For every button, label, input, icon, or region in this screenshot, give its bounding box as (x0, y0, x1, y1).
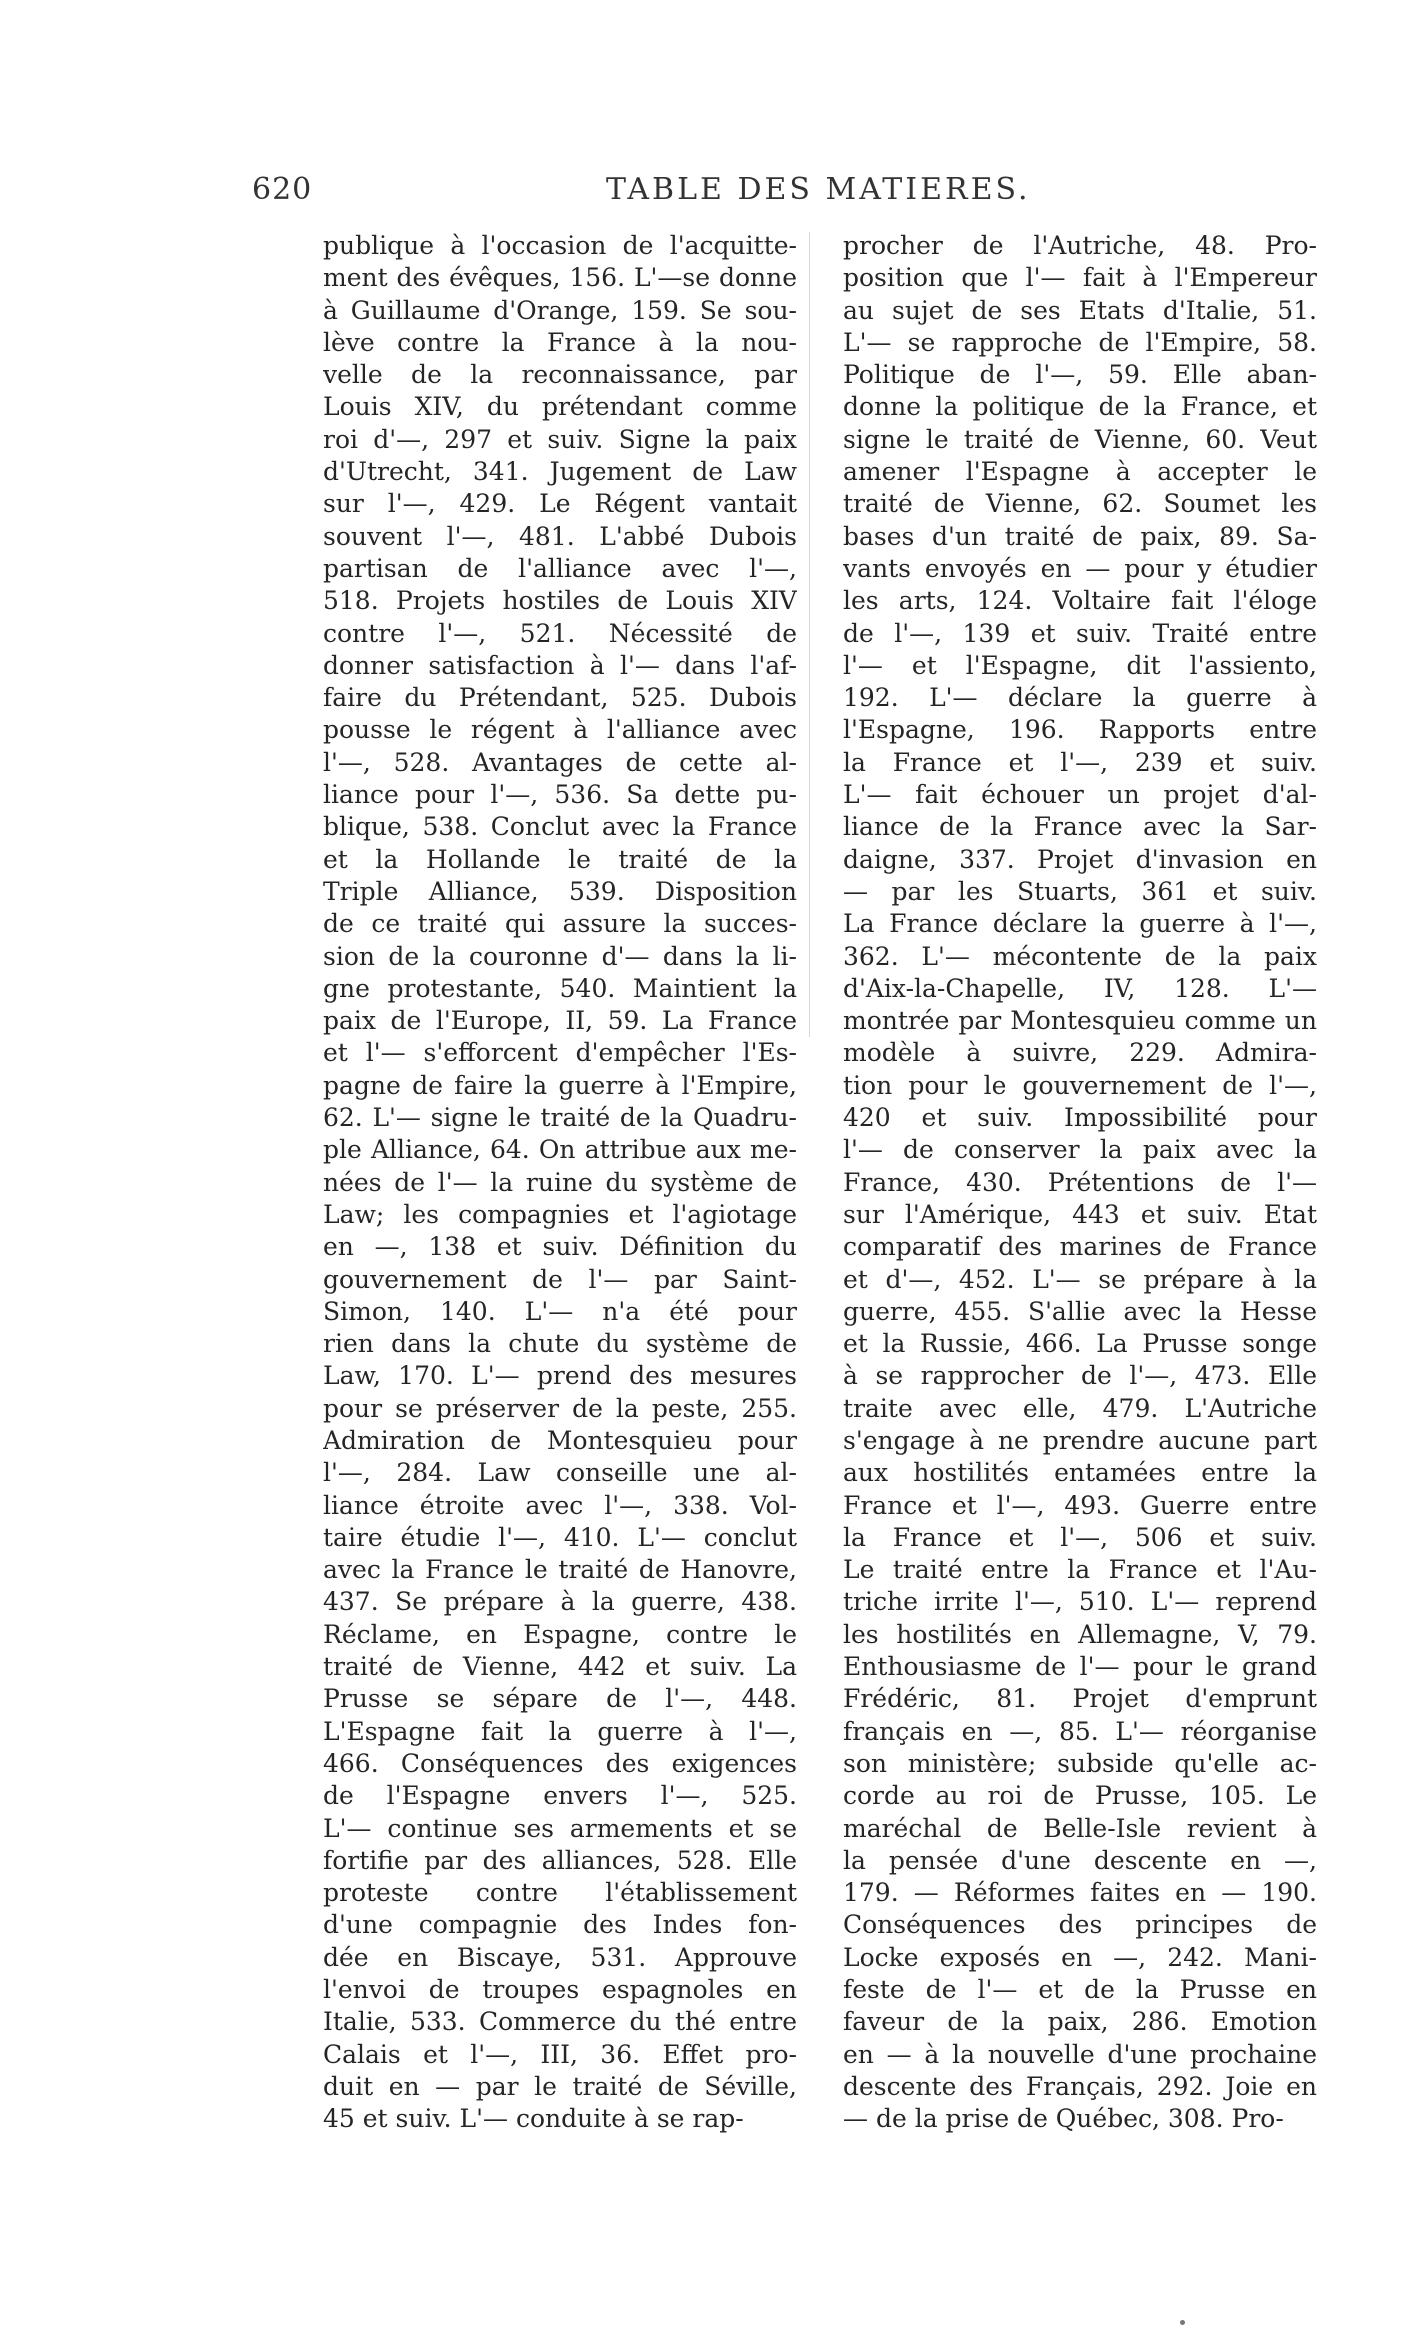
text-line: modèle à suivre, 229. Admira- (843, 1038, 1317, 1068)
text-line: gne protestante, 540. Maintient la (323, 973, 797, 1003)
text-line: amener l'Espagne à accepter le (843, 457, 1317, 487)
text-line: maréchal de Belle-Isle revient à (843, 1813, 1317, 1843)
text-line: en — à la nouvelle d'une prochaine (843, 2039, 1317, 2069)
text-line: au sujet de ses Etats d'Italie, 51. (843, 295, 1317, 325)
text-line: Réclame, en Espagne, contre le (323, 1619, 797, 1649)
text-line: liance pour l'—, 536. Sa dette pu- (323, 780, 797, 810)
text-line: — par les Stuarts, 361 et suiv. (843, 876, 1317, 906)
text-line: 420 et suiv. Impossibilité pour (843, 1103, 1317, 1133)
text-line: donne la politique de la France, et (843, 392, 1317, 422)
text-line: Calais et l'—, III, 36. Effet pro- (323, 2039, 797, 2069)
text-line: Conséquences des principes de (843, 1910, 1317, 1940)
text-line: position que l'— fait à l'Empereur (843, 263, 1317, 293)
text-line: 362. L'— mécontente de la paix (843, 941, 1317, 971)
text-line: L'Espagne fait la guerre à l'—, (323, 1716, 797, 1746)
print-speck (1180, 2320, 1185, 2325)
text-line: 437. Se prépare à la guerre, 438. (323, 1587, 797, 1617)
text-line: triche irrite l'—, 510. L'— reprend (843, 1587, 1317, 1617)
text-line: 466. Conséquences des exigences (323, 1748, 797, 1778)
text-line: français en —, 85. L'— réorganise (843, 1716, 1317, 1746)
text-line: d'Utrecht, 341. Jugement de Law (323, 457, 797, 487)
text-line: L'— fait échouer un projet d'al- (843, 780, 1317, 810)
text-line: guerre, 455. S'allie avec la Hesse (843, 1296, 1317, 1326)
text-line: de ce traité qui assure la succes- (323, 909, 797, 939)
text-line: traite avec elle, 479. L'Autriche (843, 1393, 1317, 1423)
text-line: France et l'—, 493. Guerre entre (843, 1490, 1317, 1520)
text-line: aux hostilités entamées entre la (843, 1458, 1317, 1488)
text-line: Law; les compagnies et l'agiotage (323, 1199, 797, 1229)
text-line: Law, 170. L'— prend des mesures (323, 1361, 797, 1391)
text-line: publique à l'occasion de l'acquitte- (323, 231, 797, 260)
column-divider (809, 232, 810, 1037)
text-line: l'—, 528. Avantages de cette al- (323, 747, 797, 777)
text-line: dée en Biscaye, 531. Approuve (323, 1942, 797, 1972)
text-line: en —, 138 et suiv. Définition du (323, 1232, 797, 1262)
text-line: L'— se rapproche de l'Empire, 58. (843, 327, 1317, 357)
text-line: l'— de conserver la paix avec la (843, 1135, 1317, 1165)
text-line: pour se préserver de la peste, 255. (323, 1393, 797, 1423)
text-line: taire étudie l'—, 410. L'— conclut (323, 1522, 797, 1552)
text-line: comparatif des marines de France (843, 1232, 1317, 1262)
text-line: 518. Projets hostiles de Louis XIV (323, 586, 797, 616)
text-line: les hostilités en Allemagne, V, 79. (843, 1619, 1317, 1649)
text-line: sur l'Amérique, 443 et suiv. Etat (843, 1199, 1317, 1229)
text-line: s'engage à ne prendre aucune part (843, 1425, 1317, 1455)
text-line: la France et l'—, 506 et suiv. (843, 1522, 1317, 1552)
text-line: Locke exposés en —, 242. Mani- (843, 1942, 1317, 1972)
text-line: fortifie par des alliances, 528. Elle (323, 1845, 797, 1875)
text-line: La France déclare la guerre à l'—, (843, 909, 1317, 939)
text-line: roi d'—, 297 et suiv. Signe la paix (323, 424, 797, 454)
text-line: d'Aix-la-Chapelle, IV, 128. L'— (843, 973, 1317, 1003)
text-line: Triple Alliance, 539. Disposition (323, 876, 797, 906)
text-line: de l'Espagne envers l'—, 525. (323, 1781, 797, 1811)
text-line: avec la France le traité de Hanovre, (323, 1555, 797, 1585)
text-line: Prusse se sépare de l'—, 448. (323, 1684, 797, 1714)
text-line: à se rapprocher de l'—, 473. Elle (843, 1361, 1317, 1391)
text-line: traité de Vienne, 62. Soumet les (843, 489, 1317, 519)
text-line: liance de la France avec la Sar- (843, 812, 1317, 842)
text-line: l'envoi de troupes espagnoles en (323, 1975, 797, 2005)
text-line: et l'— s'efforcent d'empêcher l'Es- (323, 1038, 797, 1068)
text-line: et la Hollande le traité de la (323, 844, 797, 874)
text-line: l'— et l'Espagne, dit l'assiento, (843, 650, 1317, 680)
text-line: duit en — par le traité de Séville, (323, 2071, 797, 2101)
text-line: lève contre la France à la nou- (323, 327, 797, 357)
text-line: feste de l'— et de la Prusse en (843, 1975, 1317, 2005)
right-text-column (843, 230, 1317, 2136)
text-line: les arts, 124. Voltaire fait l'éloge (843, 586, 1317, 616)
text-line: liance étroite avec l'—, 338. Vol- (323, 1490, 797, 1520)
text-line: à Guillaume d'Orange, 159. Se sou- (323, 295, 797, 325)
text-line: ple Alliance, 64. On attribue aux me- (323, 1135, 797, 1165)
text-line: France, 430. Prétentions de l'— (843, 1167, 1317, 1197)
text-line: bases d'un traité de paix, 89. Sa- (843, 521, 1317, 551)
text-line: l'Espagne, 196. Rapports entre (843, 715, 1317, 745)
text-line: faveur de la paix, 286. Emotion (843, 2007, 1317, 2037)
text-line: la France et l'—, 239 et suiv. (843, 747, 1317, 777)
text-line: velle de la reconnaissance, par (323, 360, 797, 390)
text-line: Louis XIV, du prétendant comme (323, 392, 797, 422)
text-line: 179. — Réformes faites en — 190. (843, 1878, 1317, 1908)
text-line: procher de l'Autriche, 48. Pro- (843, 231, 1317, 260)
text-line: — de la prise de Québec, 308. Pro- (843, 2104, 1284, 2134)
text-line: de l'—, 139 et suiv. Traité entre (843, 618, 1317, 648)
text-line: tion pour le gouvernement de l'—, (843, 1070, 1317, 1100)
text-line: Admiration de Montesquieu pour (323, 1425, 797, 1455)
text-line: descente des Français, 292. Joie en (843, 2071, 1317, 2101)
text-line: sion de la couronne d'— dans la li- (323, 941, 797, 971)
text-line: et d'—, 452. L'— se prépare à la (843, 1264, 1317, 1294)
text-line: faire du Prétendant, 525. Dubois (323, 683, 797, 713)
text-line: l'—, 284. Law conseille une al- (323, 1458, 797, 1488)
text-line: souvent l'—, 481. L'abbé Dubois (323, 521, 797, 551)
text-line: et la Russie, 466. La Prusse songe (843, 1329, 1317, 1359)
text-line: L'— continue ses armements et se (323, 1813, 797, 1843)
text-line: sur l'—, 429. Le Régent vantait (323, 489, 797, 519)
text-line: montrée par Montesquieu comme un (843, 1006, 1317, 1036)
text-line: partisan de l'alliance avec l'—, (323, 553, 797, 583)
text-line: ment des évêques, 156. L'—se donne (323, 263, 797, 293)
text-line: proteste contre l'établissement (323, 1878, 797, 1908)
text-line: Enthousiasme de l'— pour le grand (843, 1652, 1317, 1682)
text-line: son ministère; subside qu'elle ac- (843, 1748, 1317, 1778)
text-line: la pensée d'une descente en —, (843, 1845, 1317, 1875)
text-line: paix de l'Europe, II, 59. La France (323, 1006, 797, 1036)
text-line: nées de l'— la ruine du système de (323, 1167, 797, 1197)
text-line: donner satisfaction à l'— dans l'af- (323, 650, 797, 680)
running-title: TABLE DES MATIERES. (606, 172, 1031, 207)
text-line: gouvernement de l'— par Saint- (323, 1264, 797, 1294)
text-line: contre l'—, 521. Nécessité de (323, 618, 797, 648)
text-line: Simon, 140. L'— n'a été pour (323, 1296, 797, 1326)
text-line: Frédéric, 81. Projet d'emprunt (843, 1684, 1317, 1714)
text-line: pousse le régent à l'alliance avec (323, 715, 797, 745)
text-line: Le traité entre la France et l'Au- (843, 1555, 1317, 1585)
text-line: traité de Vienne, 442 et suiv. La (323, 1652, 797, 1682)
text-line: Politique de l'—, 59. Elle aban- (843, 360, 1317, 390)
text-line: rien dans la chute du système de (323, 1329, 797, 1359)
text-line: Italie, 533. Commerce du thé entre (323, 2007, 797, 2037)
text-line: daigne, 337. Projet d'invasion en (843, 844, 1317, 874)
left-text-column (323, 230, 797, 2136)
text-line: pagne de faire la guerre à l'Empire, (323, 1070, 797, 1100)
page-number: 620 (252, 172, 313, 207)
text-line: 45 et suiv. L'— conduite à se rap- (323, 2104, 744, 2134)
text-line: vants envoyés en — pour y étudier (843, 553, 1317, 583)
text-line: signe le traité de Vienne, 60. Veut (843, 424, 1317, 454)
text-line: 192. L'— déclare la guerre à (843, 683, 1317, 713)
text-line: d'une compagnie des Indes fon- (323, 1910, 797, 1940)
text-line: 62. L'— signe le traité de la Quadru- (323, 1103, 797, 1133)
text-line: corde au roi de Prusse, 105. Le (843, 1781, 1317, 1811)
text-line: blique, 538. Conclut avec la France (323, 812, 797, 842)
